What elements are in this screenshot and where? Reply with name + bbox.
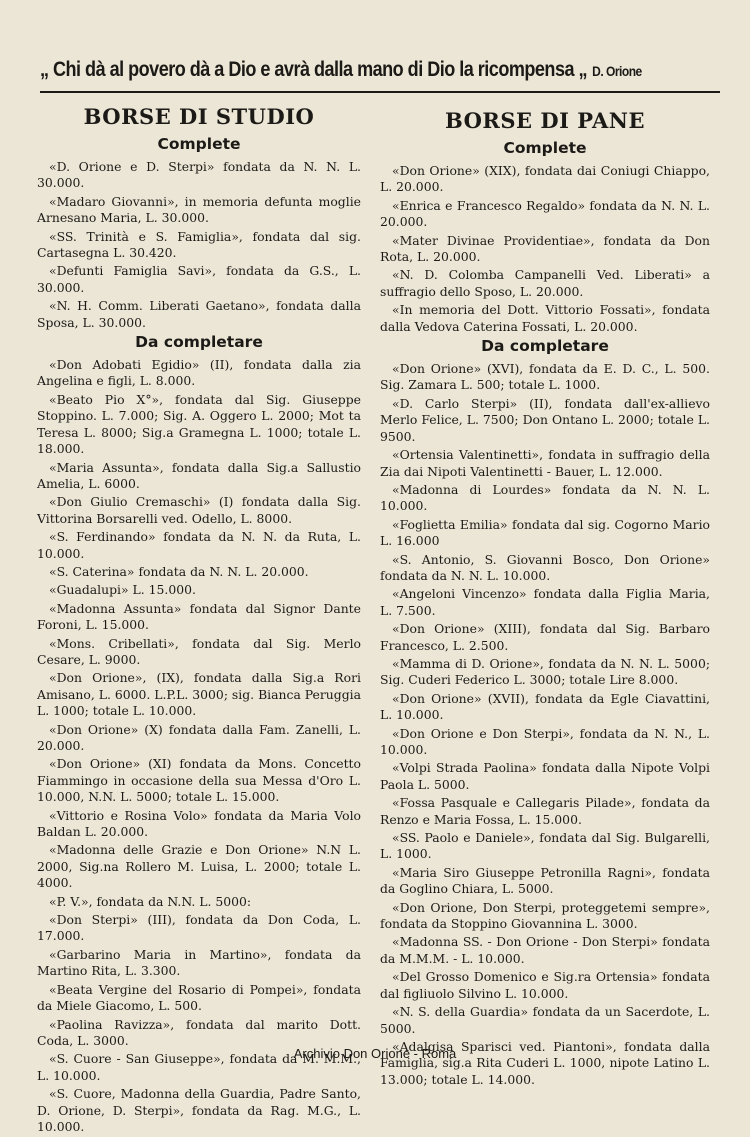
- column-borse-di-pane: [380, 108, 710, 1090]
- list-entry: «N. S. della Guardia» fondata da un Sacerdote, L. 5000.: [380, 1004, 710, 1036]
- entry-list-complete: [37, 159, 361, 331]
- list-entry: «Adalgisa Sparisci ved. Piantoni», fondata dalla Famiglia, sig.a Rita Cuderi L. 1000, nipote Latino L. 13.000; totale L. 14.000.: [380, 1038, 710, 1087]
- list-entry: «Maria Siro Giuseppe Petronilla Ragni», fondata da Goglino Chiara, L. 5000.: [380, 864, 710, 897]
- list-entry: «S. Ferdinando» fondata da N. N. da Ruta, L. 10.000.: [37, 529, 361, 561]
- list-entry: «Mamma di D. Orione», fondata da N. N. L. 5000; Sig. Cuderi Federico L. 3000; totale Lire 8.000.: [380, 655, 710, 688]
- header-signature: D. Orione: [592, 63, 642, 79]
- entry-list-complete: [380, 163, 710, 335]
- list-entry: «Don Orione» (XVII), fondata da Egle Ciavattini, L. 10.000.: [380, 690, 710, 723]
- list-entry: «Beato Pio X°», fondata dal Sig. Giuseppe Stoppino. L. 7.000; Sig. A. Oggero L. 2000; Mot ta Teresa L. 8000; Sig.a Gramegna L. 1000; totale L. 18.000.: [37, 391, 361, 457]
- subsection-heading-todo: Da completare: [135, 333, 263, 352]
- section-title: BORSE DI STUDIO: [83, 104, 315, 129]
- list-entry: «Guadalupi» L. 15.000.: [49, 582, 196, 598]
- list-entry: «Ortensia Valentinetti», fondata in suffragio della Zia dai Nipoti Valentinetti - Bauer, L. 12.000.: [380, 447, 710, 479]
- list-entry: «Enrica e Francesco Regaldo» fondata da N. N. L. 20.000.: [380, 197, 710, 230]
- list-entry: «Don Orione» (XI) fondata da Mons. Concetto Fiammingo in occasione della sua Messa d'Oro L. 10.000, N.N. L. 5000; totale L. 15.000.: [37, 756, 361, 805]
- list-entry: «Mater Divinae Providentiae», fondata da Don Rota, L. 20.000.: [380, 232, 710, 265]
- list-entry: «Fossa Pasquale e Callegaris Pilade», fondata da Renzo e Maria Fossa, L. 15.000.: [380, 795, 710, 827]
- list-entry: «S. Caterina» fondata da N. N. L. 20.000.: [49, 563, 309, 579]
- header-quote: „ Chi dà al povero dà a Dio e avrà dalla mano di Dio la ricompensa „: [40, 58, 588, 81]
- list-entry: «SS. Paolo e Daniele», fondata dal Sig. Bulgarelli, L. 1000.: [380, 830, 710, 862]
- header-rule: [40, 91, 720, 93]
- list-entry: «Angeloni Vincenzo» fondata dalla Figlia Maria, L. 7.500.: [380, 586, 710, 618]
- subsection-heading-complete: Complete: [157, 135, 241, 153]
- list-entry: «Madaro Giovanni», in memoria defunta moglie Arnesano Maria, L. 30.000.: [37, 193, 361, 226]
- list-entry: «Del Grosso Domenico e Sig.ra Ortensia» fondata dal figliuolo Silvino L. 10.000.: [380, 969, 710, 1001]
- list-entry: «Maria Assunta», fondata dalla Sig.a Sallustio Amelia, L. 6000.: [37, 459, 361, 491]
- list-entry: «Madonna delle Grazie e Don Orione» N.N L. 2000, Sig.na Rollero M. Luisa, L. 2000; totale L. 4000.: [37, 842, 361, 891]
- section-title: BORSE DI PANE: [445, 108, 645, 133]
- list-entry: «Madonna SS. - Don Orione - Don Sterpi» fondata da M.M.M. - L. 10.000.: [380, 934, 710, 966]
- list-entry: «S. Cuore, Madonna della Guardia, Padre Santo, D. Orione, D. Sterpi», fondata da Rag. M.G., L. 10.000.: [37, 1086, 361, 1134]
- column-borse-di-studio: [37, 104, 361, 1137]
- list-entry: «SS. Trinità e S. Famiglia», fondata dal sig. Cartasegna L. 30.420.: [37, 228, 361, 261]
- list-entry: «Don Orione, Don Sterpi, proteggetemi sempre», fondata da Stoppino Giovannina L. 3000.: [380, 899, 710, 932]
- list-entry: «Madonna di Lourdes» fondata da N. N. L. 10.000.: [380, 481, 710, 514]
- list-entry: «Vittorio e Rosina Volo» fondata da Maria Volo Baldan L. 20.000.: [37, 807, 361, 840]
- list-entry: «P. V.», fondata da N.N. L. 5000:: [49, 893, 252, 909]
- list-entry: «Volpi Strada Paolina» fondata dalla Nipote Volpi Paola L. 5000.: [380, 760, 710, 792]
- list-entry: «Defunti Famiglia Savi», fondata da G.S., L. 30.000.: [37, 263, 361, 295]
- list-entry: «Don Sterpi» (III), fondata da Don Coda, L. 17.000.: [37, 912, 361, 944]
- list-entry: «N. D. Colomba Campanelli Ved. Liberati» a suffragio dello Sposo, L. 20.000.: [380, 267, 710, 299]
- list-entry: «Don Adobati Egidio» (II), fondata dalla zia Angelina e figli, L. 8.000.: [37, 357, 361, 389]
- list-entry: «Foglietta Emilia» fondata dal sig. Cogorno Mario L. 16.000: [380, 516, 710, 549]
- entry-list-todo: [37, 357, 361, 1135]
- list-entry: «Don Orione», (IX), fondata dalla Sig.a Rori Amisano, L. 6000. L.P.L. 3000; sig. Bianca Peruggia L. 1000; totale L. 10.000.: [37, 670, 361, 719]
- list-entry: «Madonna Assunta» fondata dal Signor Dante Foroni, L. 15.000.: [37, 600, 361, 633]
- list-entry: «S. Antonio, S. Giovanni Bosco, Don Orione» fondata da N. N. L. 10.000.: [380, 551, 710, 583]
- list-entry: «D. Carlo Sterpi» (II), fondata dall'ex-allievo Merlo Felice, L. 7500; Don Ontano L. 2000; totale L. 9500.: [380, 395, 710, 444]
- list-entry: «N. H. Comm. Liberati Gaetano», fondata dalla Sposa, L. 30.000.: [37, 298, 361, 330]
- list-entry: «Beata Vergine del Rosario di Pompei», fondata da Miele Giacomo, L. 500.: [37, 981, 361, 1014]
- subsection-heading-complete: Complete: [503, 139, 587, 157]
- list-entry: «D. Orione e D. Sterpi» fondata da N. N. L. 30.000.: [37, 159, 361, 191]
- list-entry: «In memoria del Dott. Vittorio Fossati», fondata dalla Vedova Caterina Fossati, L. 20.000.: [380, 302, 710, 334]
- list-entry: «Don Orione» (X) fondata dalla Fam. Zanelli, L. 20.000.: [37, 721, 361, 753]
- list-entry: «Mons. Cribellati», fondata dal Sig. Merlo Cesare, L. 9000.: [37, 635, 361, 667]
- list-entry: «Paolina Ravizza», fondata dal marito Dott. Coda, L. 3000.: [37, 1016, 361, 1048]
- list-entry: «Don Orione» (XVI), fondata da E. D. C., L. 500. Sig. Zamara L. 500; totale L. 1000.: [380, 361, 710, 393]
- list-entry: «Don Giulio Cremaschi» (I) fondata dalla Sig. Vittorina Borsarelli ved. Odello, L. 8000.: [37, 494, 361, 526]
- list-entry: «Don Orione e Don Sterpi», fondata da N. N., L. 10.000.: [380, 725, 710, 757]
- archive-footer: Archivio Don Orione - Roma: [293, 1046, 457, 1061]
- list-entry: «Don Orione» (XIX), fondata dai Coniugi Chiappo, L. 20.000.: [380, 163, 710, 195]
- list-entry: «S. Cuore - San Giuseppe», fondata da M. M.M., L. 10.000.: [37, 1051, 361, 1083]
- list-entry: «Garbarino Maria in Martino», fondata da Martino Rita, L. 3.300.: [37, 946, 361, 979]
- page-header: [40, 58, 642, 82]
- entry-list-todo: [380, 361, 710, 1088]
- list-entry: «Don Orione» (XIII), fondata dal Sig. Barbaro Francesco, L. 2.500.: [380, 621, 710, 653]
- subsection-heading-todo: Da completare: [481, 337, 609, 356]
